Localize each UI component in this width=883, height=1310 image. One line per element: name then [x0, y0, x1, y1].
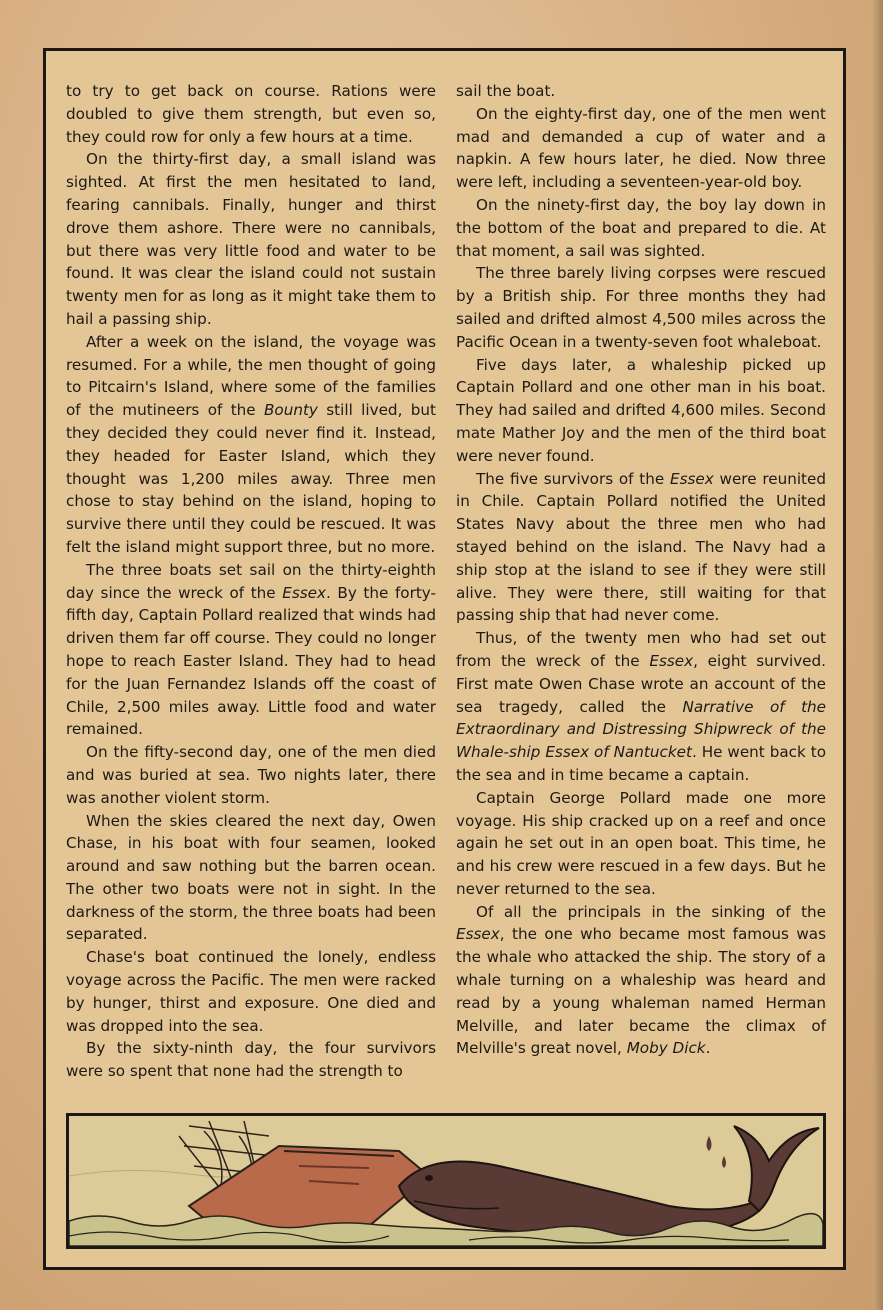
- paragraph: On the fifty-second day, one of the men died and was buried at sea. Two nights later, there was another violent storm.: [66, 743, 436, 807]
- book-title: Narrative of the Extraordinary and Distressing Shipwreck of the Whale-ship Essex of Nantucket: [456, 697, 826, 762]
- paragraph: Thus, of the twenty men who had set out from the wreck of the Essex, eight survived. First mate Owen Chase wrote an account of the sea tragedy, called the Narrative of the Extraordinary and Distressing Shipwreck of the Whale-ship Essex of Nantucket. He went back to the sea and in time became a captain.: [456, 629, 826, 784]
- paragraph: Chase's boat continued the lonely, endless voyage across the Pacific. The men were racked by hunger, thirst and exposure. One died and was dropped into the sea.: [66, 948, 436, 1035]
- ship-name: Bounty: [264, 401, 318, 420]
- page-edge: [873, 0, 883, 1310]
- paragraph: The three barely living corpses were rescued by a British ship. For three months they had sailed and drifted almost 4,500 miles across the Pacific Ocean in a twenty-seven foot whaleboat.: [456, 264, 826, 351]
- paragraph: Five days later, a whaleship picked up Captain Pollard and one other man in his boat. They had sailed and drifted 4,600 miles. Second mate Mather Joy and the men of the third boat were never found.: [456, 355, 826, 465]
- whale-attacking-ship-icon: [69, 1116, 823, 1246]
- paragraph: The three boats set sail on the thirty-eighth day since the wreck of the Essex. By the forty-fifth day, Captain Pollard realized that winds had driven them far off course. They could no longer hope to reach Easter Island. They had to head for the Juan Fernandez Islands off the coast of Chile, 2,500 miles away. Little food and water remained.: [66, 560, 436, 739]
- paragraph: Captain George Pollard made one more voyage. His ship cracked up on a reef and once again he set out in an open boat. This time, he and his crew were rescued in a few days. But he never returned to the sea.: [456, 788, 826, 898]
- paragraph: After a week on the island, the voyage was resumed. For a while, the men thought of going to Pitcairn's Island, where some of the families of the mutineers of the Bounty still lived, but they decided they could never find it. Instead, they headed for Easter Island, which they thought was 1,200 miles away. Three men chose to stay behind on the island, hoping to survive there until they could be rescued. It was felt the island might support three, but no more.: [66, 332, 436, 556]
- paragraph: On the thirty-first day, a small island was sighted. At first the men hesitated to land, fearing cannibals. Finally, hunger and thirst drove them ashore. There were no cannibals, but there was very little food and water to be found. It was clear the island could not sustain twenty men for as long as it might take them to hail a passing ship.: [66, 150, 436, 328]
- ship-name: Essex: [649, 651, 694, 670]
- book-title: Moby Dick: [626, 1039, 706, 1058]
- paragraph: to try to get back on course. Rations were doubled to give them strength, but even so, they could row for only a few hours at a time.: [66, 82, 436, 146]
- paragraph: By the sixty-ninth day, the four survivors were so spent that none had the strength to: [66, 1039, 436, 1081]
- ship-name: Essex: [282, 583, 327, 602]
- paragraph: On the eighty-first day, one of the men went mad and demanded a cup of water and a napkin. A few hours later, he died. Now three were left, including a seventeen-year-old boy.: [456, 104, 826, 192]
- right-text-column: [456, 80, 826, 1060]
- ship-name: Essex: [670, 469, 714, 488]
- ship-name: Essex: [456, 925, 500, 944]
- paragraph: Of all the principals in the sinking of the Essex, the one who became most famous was the whale who attacked the ship. The story of a whale turning on a whaleship was heard and read by a young whaleman named Herman Melville, and later became the climax of Melville's great novel, Moby Dick.: [456, 902, 826, 1058]
- whale-attacking-ship-illustration: [66, 1113, 826, 1249]
- paragraph: sail the boat.: [456, 82, 556, 100]
- paragraph: The five survivors of the Essex were reunited in Chile. Captain Pollard notified the United States Navy about the three men who had stayed behind on the island. The Navy had a ship stop at the island to see if they were still alive. They were there, still waiting for that passing ship that had never come.: [456, 469, 826, 625]
- left-text-column: [66, 80, 436, 1083]
- paragraph: When the skies cleared the next day, Owen Chase, in his boat with four seamen, looked around and saw nothing but the barren ocean. The other two boats were not in sight. In the darkness of the storm, the three boats had been separated.: [66, 811, 436, 944]
- paragraph: On the ninety-first day, the boy lay down in the bottom of the boat and prepared to die. At that moment, a sail was sighted.: [456, 195, 826, 260]
